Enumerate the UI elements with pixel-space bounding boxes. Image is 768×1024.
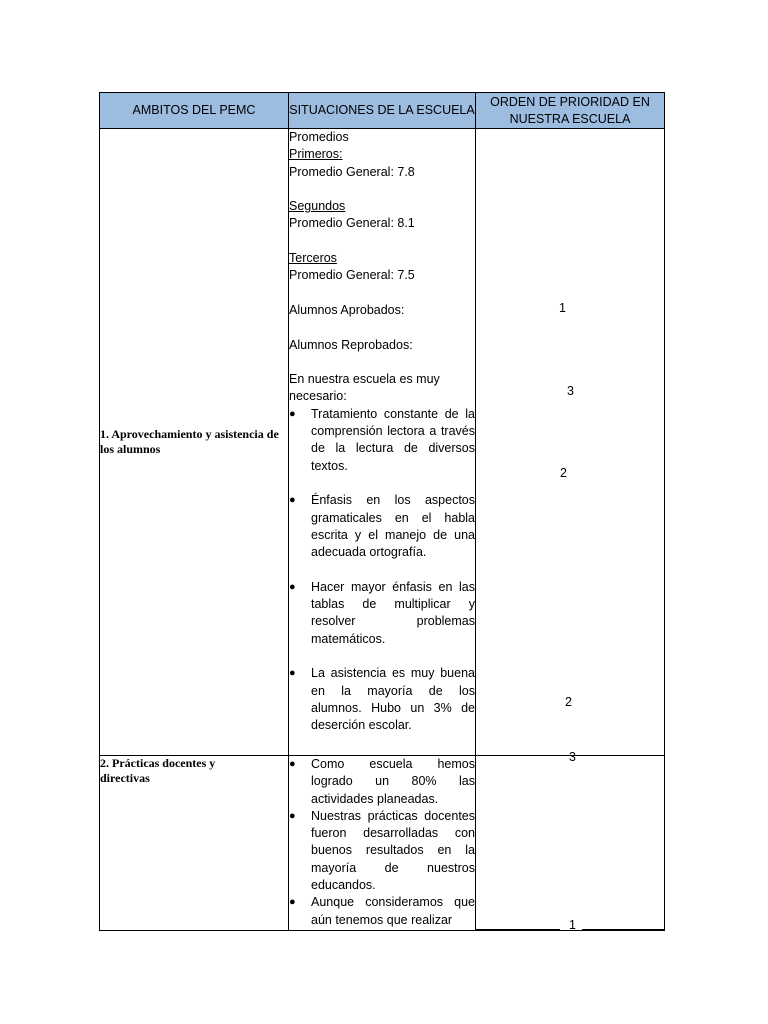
table-row xyxy=(100,756,665,931)
bullet-icon: ● xyxy=(289,407,296,420)
priority-number: 3 xyxy=(567,384,574,398)
table-row xyxy=(100,129,665,756)
divider xyxy=(582,929,665,930)
promedio-terceros: Promedio General: 7.5 xyxy=(289,268,415,283)
header-situaciones: SITUACIONES DE LA ESCUELA xyxy=(289,93,476,129)
bullet-icon: ● xyxy=(289,758,296,770)
promedio-primeros: Promedio General: 7.8 xyxy=(289,164,415,179)
priority-number: 2 xyxy=(560,466,567,480)
priority-number: 2 xyxy=(565,695,572,709)
header-prioridad xyxy=(476,93,665,129)
priority-number: 1 xyxy=(569,918,576,932)
bullet-icon: ● xyxy=(289,667,296,680)
list-item: ● La asistencia es muy buena en la mayoría de los alumnos. Hubo un 3% de deserción escolar. xyxy=(289,665,475,734)
divider xyxy=(476,755,560,756)
divider xyxy=(582,755,665,756)
list-item: ● Énfasis en los aspectos gramaticales en el habla escrita y el manejo de una adecuada ortografía. xyxy=(289,492,475,561)
list-item: ● Como escuela hemos logrado un 80% las actividades planeadas. xyxy=(289,756,475,808)
header-prioridad-line2: NUESTRA ESCUELA xyxy=(509,111,631,126)
list-item: ● Nuestras prácticas docentes fueron desarrolladas con buenos resultados en la mayoría de nuestros educandos. xyxy=(289,808,475,894)
primeros-label: Primeros: xyxy=(289,147,343,162)
intro-line-2: necesario: xyxy=(289,389,347,404)
ambito-cell: 1. Aprovechamiento y asistencia de los alumnos xyxy=(100,129,289,756)
situaciones-cell xyxy=(289,756,476,931)
alumnos-reprobados: Alumnos Reprobados: xyxy=(289,337,413,352)
situaciones-cell xyxy=(289,129,476,756)
bullet-icon: ● xyxy=(289,580,296,593)
segundos-label: Segundos xyxy=(289,199,346,214)
ambito-line-2: directivas xyxy=(100,771,150,785)
prioridad-cell xyxy=(476,750,665,932)
bullet-icon: ● xyxy=(289,494,296,507)
list-item: ● Aunque consideramos que aún tenemos que realizar xyxy=(289,894,475,929)
promedio-segundos: Promedio General: 8.1 xyxy=(289,216,415,231)
header-row xyxy=(100,93,665,129)
priority-number: 3 xyxy=(569,750,576,764)
header-prioridad-line1: ORDEN DE PRIORIDAD EN xyxy=(490,94,650,109)
terceros-label: Terceros xyxy=(289,251,337,266)
ambito-line-1: 2. Prácticas docentes y xyxy=(100,756,216,770)
list-item: ● Tratamiento constante de la comprensión lectora a través de la lectura de diversos textos. xyxy=(289,406,475,475)
divider xyxy=(476,929,560,930)
promedios-label: Promedios xyxy=(289,130,349,144)
prioridad-cell xyxy=(476,129,665,756)
intro-line-1: En nuestra escuela es muy xyxy=(289,372,440,387)
alumnos-aprobados: Alumnos Aprobados: xyxy=(289,302,405,317)
list-item: ● Hacer mayor énfasis en las tablas de multiplicar y resolver problemas matemáticos. xyxy=(289,579,475,648)
bullet-icon: ● xyxy=(289,809,296,822)
pemc-table xyxy=(99,92,665,931)
priority-number: 1 xyxy=(559,301,566,315)
bullet-icon: ● xyxy=(289,896,296,909)
header-ambitos: AMBITOS DEL PEMC xyxy=(100,93,289,129)
ambito-cell xyxy=(100,756,289,931)
